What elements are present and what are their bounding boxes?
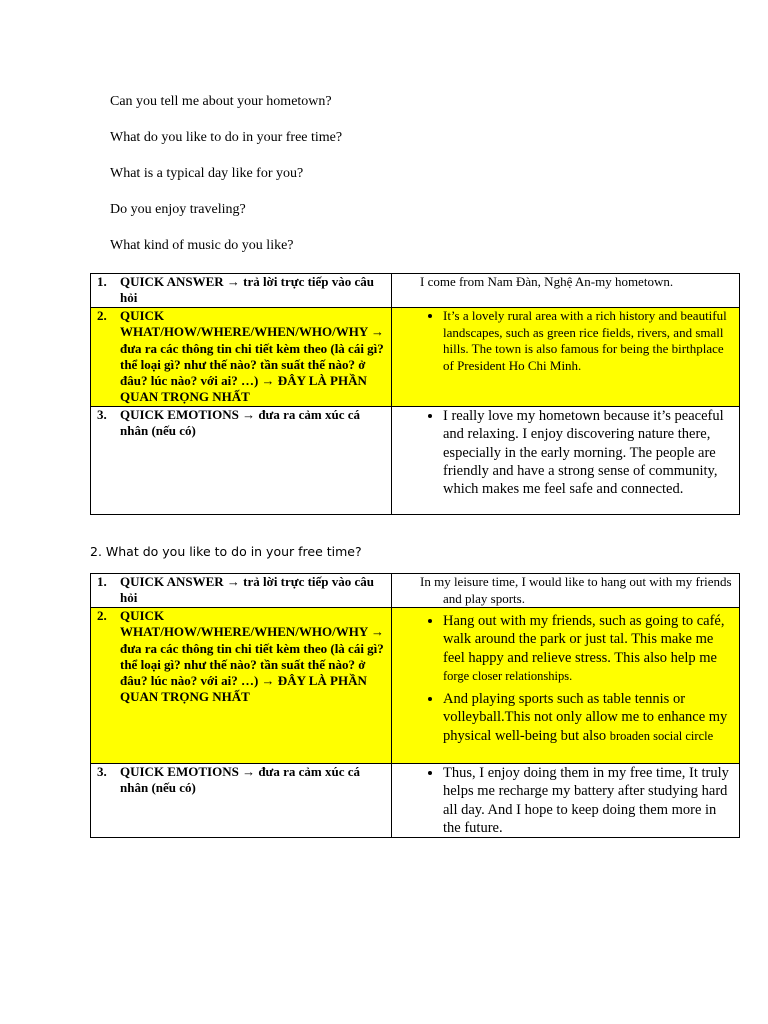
answer-table-hometown bbox=[90, 273, 740, 515]
free-time-emotions: • Thus, I enjoy doing them in my free time, It truly helps me recharge my battery after studying hard all day. And I hope to keep doing them more in the future. bbox=[443, 764, 733, 837]
label-quick-emotions: QUICK EMOTIONS → đưa ra cảm xúc cá nhân (nếu có) bbox=[120, 407, 360, 439]
table-row bbox=[91, 274, 740, 308]
question-2: What do you like to do in your free time? bbox=[110, 130, 343, 145]
label-cell bbox=[91, 407, 392, 515]
row-number: 1. bbox=[97, 574, 107, 589]
details-text-small: forge closer relationships. bbox=[443, 668, 573, 683]
label-cell bbox=[91, 274, 392, 308]
content-cell bbox=[392, 274, 740, 308]
table-row bbox=[91, 574, 740, 608]
row-number: 3. bbox=[97, 764, 107, 779]
question-3: What is a typical day like for you? bbox=[110, 166, 304, 181]
details-text: Hang out with my friends, such as going to café, walk around the park or just tal. This make me feel happy and relieve stress. This also help me bbox=[443, 613, 725, 666]
answer-table-free-time bbox=[90, 573, 740, 838]
row-number: 1. bbox=[97, 274, 107, 289]
label-cell bbox=[91, 574, 392, 608]
content-cell bbox=[392, 764, 740, 838]
label-quick-answer: QUICK ANSWER → trả lời trực tiếp vào câu hỏi bbox=[120, 274, 375, 306]
free-time-details-item bbox=[443, 612, 733, 685]
label-cell bbox=[91, 608, 392, 764]
label-quick-details: QUICK WHAT/HOW/WHERE/WHEN/WHO/WHY → đưa ra các thông tin chi tiết kèm theo (là cái gì? thể loại gì? như thế nào? tần suất thế nào? ở đâu? lúc nào? với ai? …) → ĐÂY LÀ PHẦN QUAN TRỌNG NHẤT bbox=[120, 308, 384, 405]
hometown-answer: I come from Nam Đàn, Nghệ An-my hometown. bbox=[420, 274, 674, 289]
row-number: 3. bbox=[97, 407, 107, 422]
question-list bbox=[110, 93, 342, 273]
free-time-details-item bbox=[443, 690, 733, 745]
hometown-emotions: • I really love my hometown because it’s peaceful and relaxing. I enjoy discovering nature there, especially in the early morning. The people are friendly and have a strong sense of community, which makes me feel safe and connected. bbox=[443, 407, 733, 498]
label-cell bbox=[91, 764, 392, 838]
row-number: 2. bbox=[97, 608, 107, 623]
table-row bbox=[91, 308, 740, 407]
section-heading-free-time: 2. What do you like to do in your free time? bbox=[90, 544, 362, 559]
label-quick-details: QUICK WHAT/HOW/WHERE/WHEN/WHO/WHY → đưa ra các thông tin chi tiết kèm theo (là cái gì? thể loại gì? như thế nào? tần suất thế nào? ở đâu? lúc nào? với ai? …) → ĐÂY LÀ PHẦN QUAN TRỌNG NHẤT bbox=[120, 608, 384, 705]
content-cell bbox=[392, 608, 740, 764]
details-text-small: broaden social circle bbox=[609, 728, 714, 743]
label-quick-answer: QUICK ANSWER → trả lời trực tiếp vào câu hỏi bbox=[120, 574, 375, 606]
table-row bbox=[91, 608, 740, 764]
content-cell bbox=[392, 308, 740, 407]
question-1: Can you tell me about your hometown? bbox=[110, 94, 332, 109]
question-4: Do you enjoy traveling? bbox=[110, 202, 246, 217]
table-row bbox=[91, 764, 740, 838]
label-quick-emotions: QUICK EMOTIONS → đưa ra cảm xúc cá nhân (nếu có) bbox=[120, 764, 360, 796]
free-time-answer: In my leisure time, I would like to hang out with my friends and play sports. bbox=[420, 574, 732, 606]
details-text: And playing sports such as table tennis or volleyball.This not only allow me to enhance my physical well-being but also bbox=[443, 691, 728, 744]
content-cell bbox=[392, 407, 740, 515]
question-5: What kind of music do you like? bbox=[110, 238, 294, 253]
label-cell bbox=[91, 308, 392, 407]
table-row bbox=[91, 407, 740, 515]
row-number: 2. bbox=[97, 308, 107, 323]
hometown-details: • It’s a lovely rural area with a rich history and beautiful landscapes, such as green rice fields, rivers, and small hills. The town is also famous for being the birthplace of President Ho Chi Minh. bbox=[443, 308, 733, 374]
content-cell bbox=[392, 574, 740, 608]
